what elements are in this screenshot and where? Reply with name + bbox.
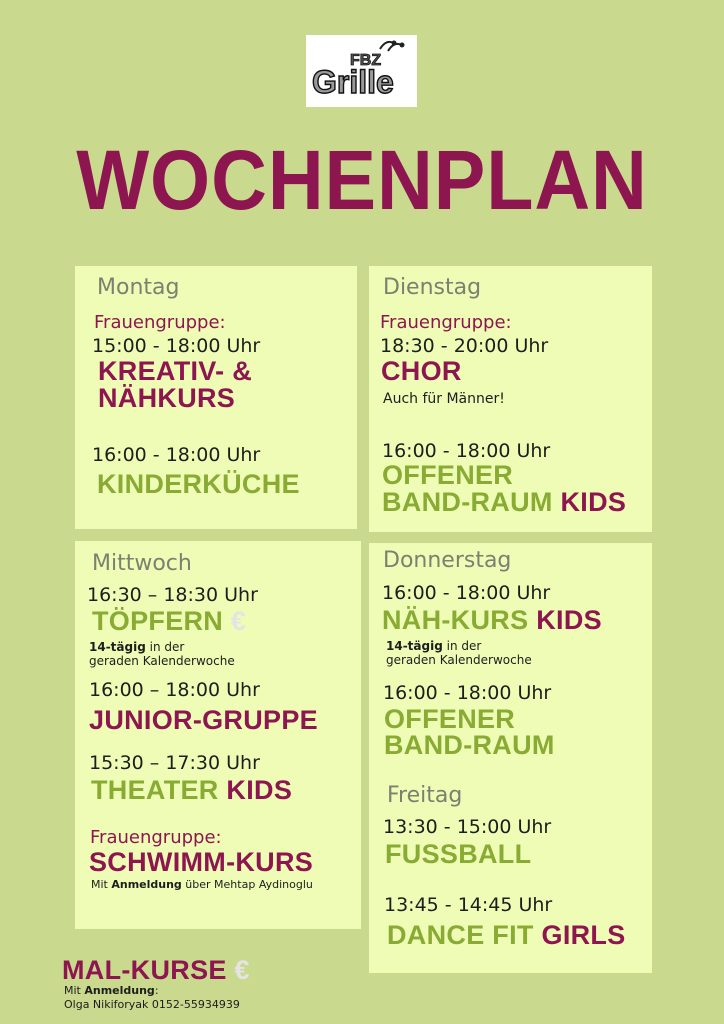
page-title: WOCHENPLAN bbox=[76, 133, 648, 227]
note-text: : bbox=[154, 984, 159, 997]
event-title-part: TÖPFERN bbox=[92, 606, 224, 636]
event-title: OFFENER bbox=[384, 704, 516, 734]
note-text: Mit bbox=[64, 984, 85, 997]
note-text: in der bbox=[442, 639, 482, 653]
logo-line1: FBZ bbox=[350, 52, 382, 69]
event-title: OFFENER bbox=[382, 460, 514, 490]
card-donnerstag-freitag bbox=[369, 543, 652, 973]
event-time: 16:00 – 18:00 Uhr bbox=[89, 679, 260, 701]
event-title: KREATIV- & bbox=[98, 356, 253, 386]
note-text: über Mehtap Aydinoglu bbox=[181, 878, 313, 891]
group-label: Frauengruppe: bbox=[90, 827, 222, 848]
card-mittwoch bbox=[75, 541, 361, 929]
note-text: in der bbox=[145, 640, 185, 654]
event-time: 15:00 - 18:00 Uhr bbox=[92, 335, 261, 357]
logo bbox=[306, 35, 417, 107]
event-title bbox=[91, 777, 292, 804]
event-title: JUNIOR-GRUPPE bbox=[89, 705, 318, 735]
event-time: 15:30 – 17:30 Uhr bbox=[89, 752, 260, 774]
event-title-part: BAND-RAUM bbox=[382, 487, 553, 517]
day-label-donnerstag: Donnerstag bbox=[383, 548, 512, 573]
event-time: 13:45 - 14:45 Uhr bbox=[384, 894, 553, 916]
note-bold: Anmeldung bbox=[84, 984, 155, 997]
event-note bbox=[89, 640, 184, 654]
malkurse-contact: Olga Nikiforyak 0152-55934939 bbox=[64, 998, 240, 1011]
malkurse-label: MAL-KURSE bbox=[62, 955, 227, 985]
event-title: BAND-RAUM bbox=[384, 730, 555, 760]
event-time: 18:30 - 20:00 Uhr bbox=[380, 335, 549, 357]
event-title: FUSSBALL bbox=[385, 839, 532, 869]
event-title-suffix: KIDS bbox=[536, 605, 602, 635]
note-bold: 14-tägig bbox=[386, 639, 443, 653]
malkurse-title bbox=[62, 957, 250, 984]
event-title-suffix: GIRLS bbox=[541, 920, 626, 950]
event-note bbox=[91, 878, 313, 892]
event-title-part: THEATER bbox=[91, 775, 219, 805]
event-time: 16:00 - 18:00 Uhr bbox=[92, 444, 261, 466]
event-note: geraden Kalenderwoche bbox=[386, 653, 532, 667]
event-time: 16:00 - 18:00 Uhr bbox=[382, 582, 551, 604]
event-note: Auch für Männer! bbox=[383, 391, 505, 407]
event-title bbox=[387, 922, 626, 949]
card-montag bbox=[75, 266, 357, 529]
group-label: Frauengruppe: bbox=[380, 312, 512, 333]
day-label-dienstag: Dienstag bbox=[383, 275, 482, 300]
note-bold: Anmeldung bbox=[111, 878, 182, 891]
euro-icon: € bbox=[230, 606, 247, 636]
note-text: Mit bbox=[91, 878, 112, 891]
event-time: 16:00 - 18:00 Uhr bbox=[383, 682, 552, 704]
event-title: KINDERKÜCHE bbox=[97, 469, 300, 499]
note-bold: 14-tägig bbox=[89, 640, 146, 654]
event-time: 13:30 - 15:00 Uhr bbox=[383, 816, 552, 838]
event-title-suffix: KIDS bbox=[226, 775, 293, 805]
day-label-montag: Montag bbox=[97, 275, 180, 300]
event-title bbox=[92, 608, 246, 635]
day-label-mittwoch: Mittwoch bbox=[92, 551, 192, 576]
event-time: 16:00 - 18:00 Uhr bbox=[382, 440, 551, 462]
event-title: CHOR bbox=[381, 356, 462, 386]
event-title-suffix: KIDS bbox=[560, 487, 627, 517]
group-label: Frauengruppe: bbox=[94, 312, 226, 333]
event-time: 16:30 – 18:30 Uhr bbox=[87, 584, 258, 606]
event-note: geraden Kalenderwoche bbox=[89, 654, 235, 668]
event-title: NÄHKURS bbox=[98, 383, 236, 413]
grille-logo-icon bbox=[306, 35, 417, 107]
event-title bbox=[382, 489, 626, 516]
day-label-freitag: Freitag bbox=[387, 783, 463, 808]
event-title: SCHWIMM-KURS bbox=[89, 847, 314, 877]
event-title-part: NÄH-KURS bbox=[382, 605, 529, 635]
event-note bbox=[386, 639, 481, 653]
euro-icon: € bbox=[234, 955, 250, 985]
card-dienstag bbox=[369, 266, 652, 532]
logo-line2: Grille bbox=[312, 64, 394, 100]
event-title-part: DANCE FIT bbox=[387, 920, 534, 950]
malkurse-note bbox=[64, 985, 159, 997]
event-title bbox=[382, 607, 602, 634]
